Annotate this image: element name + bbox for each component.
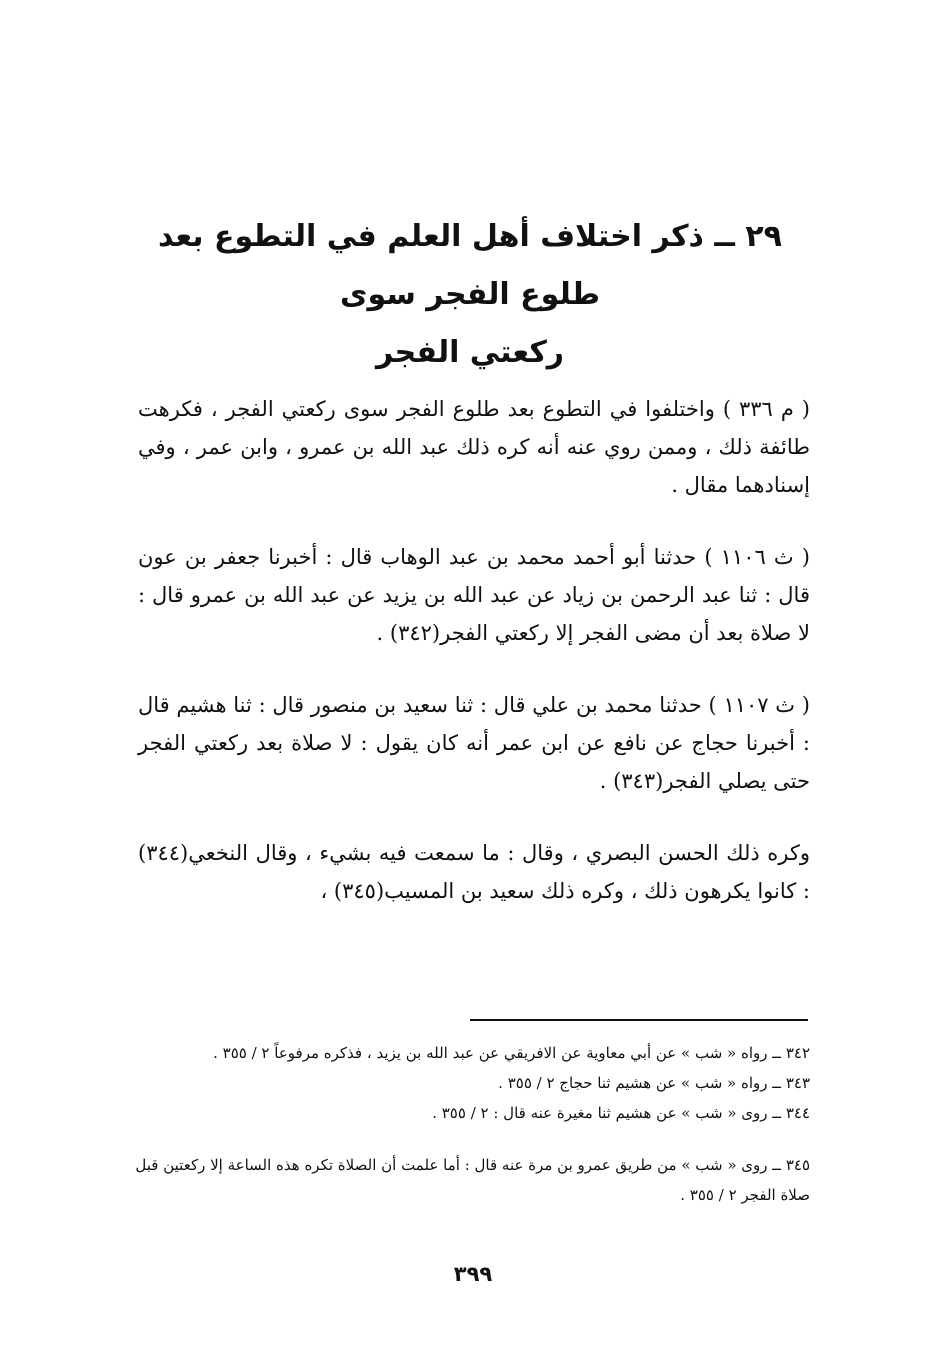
paragraph-hadith-1107: ( ث ١١٠٧ ) حدثنا محمد بن علي قال : ثنا سعيد بن منصور قال : ثنا هشيم قال : أخبرنا حجاج عن نافع عن ابن عمر أنه كان يقول : لا صلاة بعد ركعتي الفجر حتى يصلي الفجر(٣٤٣) . xyxy=(138,693,810,793)
footnote-345: ٣٤٥ ــ روى « شب » من طريق عمرو بن مرة عنه قال : أما علمت أن الصلاة تكره هذه الساعة إلا ركعتين قبل صلاة الفجر ٢ / ٣٥٥ . xyxy=(135,1156,810,1204)
page-number: ٣٩٩ xyxy=(453,1262,493,1286)
chapter-heading xyxy=(120,208,820,382)
footnote-342: ٣٤٢ ــ رواه « شب » عن أبي معاوية عن الافريقي عن عبد الله بن يزيد ، فذكره مرفوعاً ٢ / ٣٥٥ . xyxy=(213,1044,810,1062)
paragraph-masala-336: ( م ٣٣٦ ) واختلفوا في التطوع بعد طلوع الفجر سوى ركعتي الفجر ، فكرهت طائفة ذلك ، وممن روي عنه أنه كره ذلك عبد الله بن عمرو ، وابن عمر ، وفي إسنادهما مقال . xyxy=(138,397,811,497)
paragraph-hadith-1106: ( ث ١١٠٦ ) حدثنا أبو أحمد محمد بن عبد الوهاب قال : أخبرنا جعفر بن عون قال : ثنا عبد الرحمن بن زياد عن عبد الله بن يزيد عن عبد الله بن عمرو قال : لا صلاة بعد أن مضى الفجر إلا ركعتي الفجر(٣٤٢) . xyxy=(138,545,810,645)
paragraph-opinions: وكره ذلك الحسن البصري ، وقال : ما سمعت فيه بشيء ، وقال النخعي(٣٤٤) : كانوا يكرهون ذلك ، وكره ذلك سعيد بن المسيب(٣٤٥) ، xyxy=(138,841,810,903)
chapter-title-line-1: ٢٩ ــ ذكر اختلاف أهل العلم في التطوع بعد طلوع الفجر سوى xyxy=(158,219,782,312)
chapter-title-line-2: ركعتي الفجر xyxy=(375,335,565,370)
footnote-344: ٣٤٤ ــ روى « شب » عن هشيم ثنا مغيرة عنه قال : ٢ / ٣٥٥ . xyxy=(432,1104,810,1122)
footnote-divider xyxy=(470,1019,808,1021)
footnote-343: ٣٤٣ ــ رواه « شب » عن هشيم ثنا حجاج ٢ / ٣٥٥ . xyxy=(498,1074,810,1092)
